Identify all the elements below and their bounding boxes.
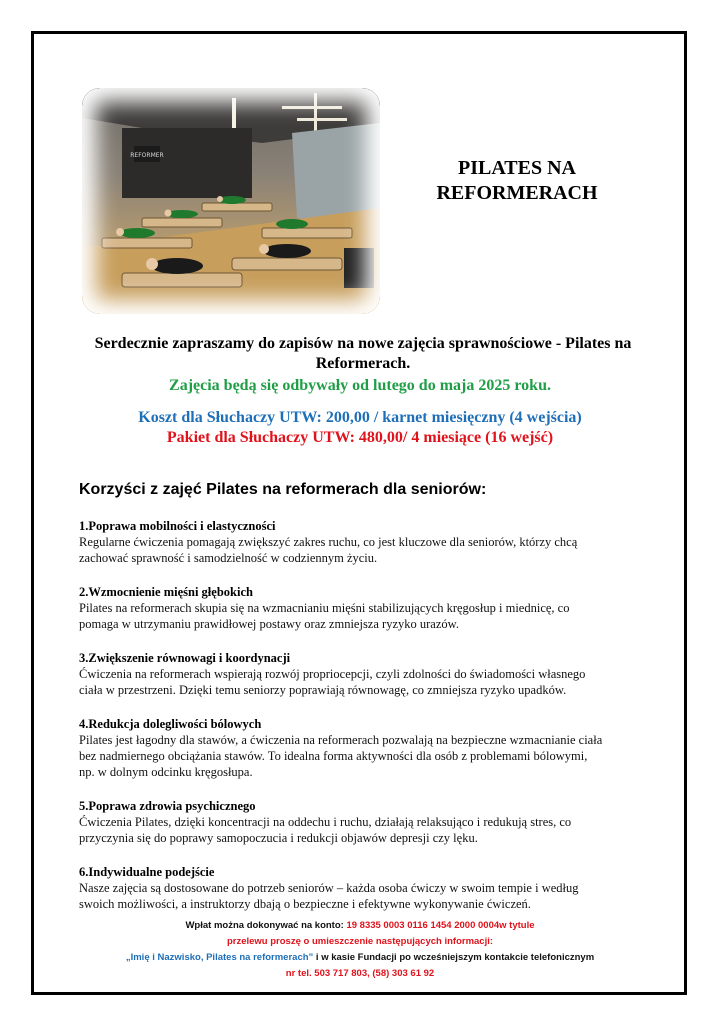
payment-footer [40, 918, 680, 982]
benefit-item [79, 716, 649, 780]
benefit-line: np. w dolnym odcinku kręgosłupa. [79, 765, 253, 779]
benefit-heading: 2.Wzmocnienie mięśni głębokich [79, 585, 253, 599]
benefit-heading: 6.Indywidualne podejście [79, 865, 215, 879]
footer-line-2: przelewu proszę o umieszczenie następujących informacji: [226, 936, 494, 947]
benefit-item [79, 798, 649, 846]
footer-account-label: Wpłat można dokonywać na konto: [185, 920, 347, 931]
footer-cashdesk-info: i w kasie Fundacji po wcześniejszym kontakcie telefonicznym [313, 952, 595, 963]
benefit-line: ciała w przestrzeni. Dzięki temu seniorzy poprawiają równowagę, co zmniejsza ryzyko upadków. [79, 683, 567, 697]
benefit-line: bez nadmiernego obciążania stawów. To idealna forma aktywności dla osób z problemami bólowymi, [79, 749, 588, 763]
intro-text: Serdecznie zapraszamy do zapisów na nowe zajęcia sprawnościowe - Pilates na Reformerach. [94, 335, 632, 372]
benefit-line: zachować sprawność i samodzielność w codziennym życiu. [79, 551, 378, 565]
footer-line-1 [40, 918, 680, 934]
benefit-heading: 5.Poprawa zdrowia psychicznego [79, 799, 256, 813]
page-title [412, 156, 622, 206]
benefits-list [79, 518, 649, 912]
benefit-heading: 4.Redukcja dolegliwości bólowych [79, 717, 262, 731]
benefit-line: pomaga w utrzymaniu prawidłowej postawy oraz zmniejsza ryzyko urazów. [79, 617, 459, 631]
cost-package-text: Pakiet dla Słuchaczy UTW: 480,00/ 4 miesiące (16 wejść) [166, 429, 554, 446]
benefits-heading: Korzyści z zajęć Pilates na reformerach dla seniorów: [79, 481, 487, 498]
benefit-item [79, 650, 649, 698]
benefit-line: Pilates na reformerach skupia się na wzmacnianiu mięśni stabilizujących kręgosłup i miednicę, co [79, 601, 570, 615]
benefit-item [79, 518, 649, 566]
benefit-line: Regularne ćwiczenia pomagają zwiększyć zakres ruchu, co jest kluczowe dla seniorów, którzy chcą [79, 535, 578, 549]
benefit-heading: 3.Zwiększenie równowagi i koordynacji [79, 651, 291, 665]
benefit-item [79, 584, 649, 632]
studio-logo: REFORMER [130, 152, 164, 159]
reformer-studio-photo [82, 88, 380, 314]
benefit-item [79, 864, 649, 912]
benefit-line: Ćwiczenia na reformerach wspierają rozwój propriocepcji, czyli zdolności do świadomości własnego [79, 667, 586, 681]
benefit-line: swoich możliwości, a instruktorzy dbają o bezpieczne i efektywne wykonywanie ćwiczeń. [79, 897, 531, 911]
cost-monthly-text: Koszt dla Słuchaczy UTW: 200,00 / karnet miesięczny (4 wejścia) [138, 409, 582, 426]
benefit-line: Ćwiczenia Pilates, dzięki koncentracji na oddechu i ruchu, działają relaksująco i redukują stres, co [79, 815, 572, 829]
benefit-heading: 1.Poprawa mobilności i elastyczności [79, 519, 276, 533]
footer-transfer-title: „Imię i Nazwisko, Pilates na reformerach” [125, 952, 314, 963]
benefit-line: Pilates jest łagodny dla stawów, a ćwiczenia na reformerach pozwalają na bezpieczne wzmacnianie ciała [79, 733, 603, 747]
footer-account-number: 19 8335 0003 0116 1454 2000 0004w tytule [346, 920, 535, 931]
footer-phone: nr tel. 503 717 803, (58) 303 61 92 [285, 968, 435, 979]
title-line-2: REFORMERACH [436, 182, 598, 204]
benefit-line: przyczynia się do poprawy samopoczucia i redukcji objawów depresji czy lęku. [79, 831, 478, 845]
title-line-1: PILATES NA [458, 157, 576, 179]
footer-line-3 [40, 950, 680, 966]
benefit-line: Nasze zajęcia są dostosowane do potrzeb seniorów – każda osoba ćwiczy w swoim tempie i według [79, 881, 579, 895]
dates-text: Zajęcia będą się odbywały od lutego do maja 2025 roku. [169, 377, 551, 394]
